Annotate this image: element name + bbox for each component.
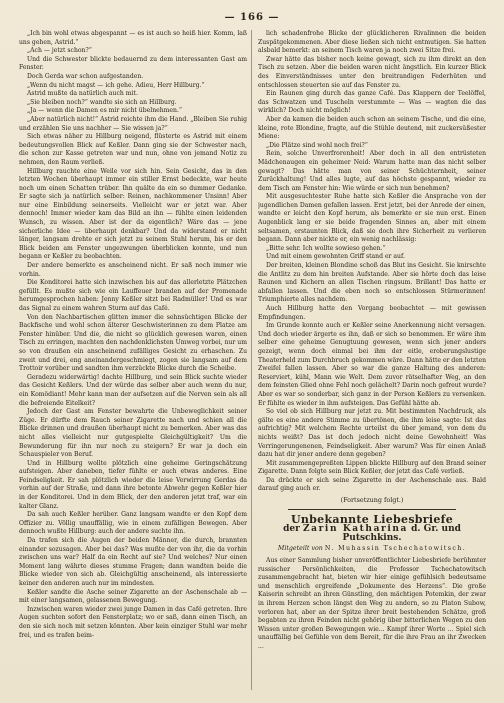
- article-headline: Unbekannte Liebesbriefe: [290, 512, 454, 526]
- paragraph: Und mit einem gewohnten Griff stand er auf.: [266, 253, 405, 261]
- paragraph: „Aber natürlich nicht!“ Astrid reichte ihm die Hand. „Bleiben Sie ruhig und erzählen Sie uns nachher — Sie wissen ja?“: [19, 115, 247, 132]
- right-column: [258, 30, 486, 690]
- paragraph: Sich etwas näher zu Hillburg neigend, flüsterte es Astrid mit einem bedeutungsvollen Blick auf Keßler. Dann ging sie der Schwester nach, die schon zur Kasse getreten war und nun, ohne von jemand Notiz zu nehmen, den Raum verließ.: [19, 133, 247, 166]
- paragraph: „Ich bin wohl etwas abgespannt — es ist auch so heiß hier. Komm, laß uns gehen, Astrid.“: [19, 30, 247, 46]
- paragraph: Der breiten, kleinen Blondine schoß das Blut ins Gesicht. Sie knirschte die Antlitz zu dem hin breiten Aufstande. Aber sie hörte doch das leise Raunen und Kichern an allen Tischen ringsum. Brillant! Das hatte er abfallen lassen. Und die eben noch so entschlossen Stürmerinnen! Triumphierte alles nachdem.: [258, 262, 486, 304]
- subhead-name: Zarin Katharina: [302, 524, 408, 535]
- paragraph: Die Konditorei hatte sich inzwischen bis auf das allerletzte Plätzchen gefüllt. Es mußte sich wie ein Lauffeuer branden auf der Promenade herumgesprochen haben: Jenny Keßler sitzt bei Radmüller! Und es war das Signal zu einem wahren Sturm auf das Café.: [19, 279, 247, 312]
- paragraph: Von den Nachbartischen glitten immer die sehnsüchtigen Blicke der Backfische und wohl schon älterer Geschwisterinnen zu dem Platze am Fenster hinüber. Und die, die nicht so glücklich gewesen waren, einen Tisch zu erringen, machten den nachdenklichsten Umweg vorbei, nur um so von draußen ein anscheinend zufälliges Gesicht zu erhaschen. Zu zweit und drei, eng aneinandergeschmiegt, zogen sie langsam auf dem Trottoir vorüber und sandten ihm verzückte Blicke durch die Scheibe.: [19, 313, 247, 373]
- paragraph: Jedoch der Gast am Fenster bewahrte die Unbeweglichkeit seiner Züge. Er dürfte dem Rauch seiner Zigarette nach und schien all die Blicke drinnen und draußen überhaupt nicht zu bemerken. Aber was das nicht alles vielleicht nur gutgespielte Gleichgültigkeit? Um die Bewunderung für ihn nur noch zu steigern? Er war ja doch ein Schauspieler von Beruf.: [19, 408, 247, 459]
- paragraph: lich schadenfrohe Blicke der glücklicheren Rivalinnen die beiden Zuspätgekommenen. Aber diese ließen sich nicht entmutigen. Sie hatten alsbald bemerkt: an seinem Tisch waren ja noch zwei Sitze frei.: [258, 30, 486, 55]
- paragraph: Mit ausgesuchtester Ruhe hatte sich Keßler die Ansprache von der jugendlichen Damen gefallen lassen. Erst jetzt, bei der Anrede der einen, wandte er leicht den Kopf herum, als bemerkte er sie nun erst. Einen Augenblick lang er sie beide fragenden Sinnes an, aber mit einem seltsamen, erstaunten Blick, daß sie doch ihre Sicherheit zu verlieren begann. Dann aber nickte er, ein wenig nachlässig:: [258, 193, 486, 244]
- article-byline: [258, 545, 486, 554]
- paragraph: „Wenn du nicht magst — ich gehe. Adieu, Herr Hillburg.“: [27, 81, 205, 89]
- paragraph: Auch Hillburg hatte den Vorgang beobachtet — mit gewissen Empfindungen.: [258, 305, 486, 321]
- paragraph: Keßler sandte die Asche seiner Zigarette an der Aschenschale ab — mit einer langsamen, gelassenen Bewegung.: [19, 588, 247, 605]
- column-divider: [251, 30, 252, 690]
- subhead-suffix: d. Gr. und Putschkins.: [342, 524, 461, 543]
- byline-prefix: Mitgeteilt von: [277, 545, 323, 553]
- subhead-prefix: der: [283, 524, 300, 535]
- paragraph: „Ach — jetzt schon?“: [27, 47, 92, 55]
- paragraph: Ein Raunen ging durch das ganze Café. Das Klappern der Teelöffel, das Schwatzen und Tuscheln verstummte — Was — wagten die das wirklich? Doch nicht möglich!: [258, 90, 486, 115]
- paragraph: Geradezu widerwärtig! dachte Hillburg, und sein Blick suchte wieder das Gesicht Keßlers. Und der würde das selber aber auch wenn du nur, ein Komödiant! Mehr kann man der aufsetzen auf die Nerven sein als all die befreiende Eitelkeit?: [19, 373, 247, 407]
- section-divider: [288, 509, 456, 510]
- paragraph: „Sie bleiben noch?“ wandte sie sich an Hillburg.: [27, 98, 177, 106]
- paragraph: So viel ob sich Hillburg nur jetzt zu. Mit bestimmten Nachdruck, als gälte es eine andere Stimme zu übertönen, die ihm leise sagte: Ist das aufrichtig? Mit welchem Rechte urteilst du über jemand, von dem du nichts weißt? Das ist doch jedoch nicht deine Gewohnheit! Was Verringerungenenen, Feindseligkeit. Aber warum? Was für einen Anlaß dazu hat dir jener andere denn gegeben?: [258, 408, 486, 459]
- paragraph: Da trafen sich die Augen der beiden Männer, die durch, brannten einander sozusagen. Aber bei das? Was mußte der von ihr, die da vorhin zwischen uns war? Half da ein Recht auf sie? Und welches? Nur einen Moment lang währte dieses stumme Fragen; dann wandten beide die Blicke wieder von sich ab. Gleichgültig anscheinend, als interessierte keiner den anderen auch nur im mindesten.: [19, 537, 247, 587]
- paragraph: Mit zusammengepreßten Lippen blickte Hillburg auf den Brand seiner Zigarette. Dann folgte sein Blick Keßler, der jetzt das Café verließ.: [258, 459, 486, 476]
- paragraph: Und in Hillburg wollte plötzlich eine geheime Geringschätzung aufsteigen. Aber daneben, tiefer fühlte er auch etwas anderes. Eine Feindseligkeit. Er sah plötzlich wieder die leise Verwirrung Gerdas da vorhin auf der Straße, und dann ihre betonte Abwehr gegen Keßler hier in der Konditorei. Und in dem Blick, der den anderen jetzt traf, war ein kalter Glanz.: [19, 459, 247, 510]
- paragraph: Der andere bemerkte es anscheinend nicht. Er saß noch immer wie vorhin.: [19, 262, 247, 278]
- paragraph: Da sah auch Keßler herüber. Ganz langsam wandte er den Kopf dem Offizier zu. Völlig unauffällig, wie in einem zufälligen Bewegen. Aber dennoch wußte Hillburg: auch der andere suchte ihn.: [19, 511, 247, 536]
- paragraph: „Bitte sehr. Ich wollte sowieso gehen.“: [266, 244, 386, 252]
- article-subhead: [258, 525, 486, 542]
- paragraph: Rein, solche Unverfrorenheit! Aber doch in all den entrüsteten Mädchenaugen ein geheimer Neid: Warum hatte man das nicht selber gewagt? Das hätte man von seiner Schüchternheit, seiner Zurückhaltung! Und alles lugte, auf das höchste gespannt, wieder zu dem Tisch am Fenster hin: Wie würde er sich nun benehmen?: [258, 150, 486, 192]
- paragraph: Aber da kamen die beiden auch schon an seinem Tische, und die eine, kleine, rote Blondine, fragte, auf die Stühle deutend, mit zuckersüßester Miene:: [258, 115, 486, 141]
- continuation-note: (Fortsetzung folgt.): [340, 496, 404, 505]
- paragraph: „Ja — wenn die Damen es mir nicht übelnehmen.“: [27, 107, 183, 115]
- byline-name: N. Muhassin Tschechatowitsch.: [324, 545, 467, 553]
- paragraph: Astrid mußte da natürlich auch mit.: [27, 90, 138, 98]
- article-body: Aus einer Sammlung bisher unveröffentlichter Liebesbriefe berühmter russischer Persönlichkeiten, die Professor Tschechatowitsch zusammengebracht hat, bieten wir hier einige gefühlsich bedeutsame und menschlich ergreifende „Dokumente des Herzens“. Die große Kaiserin schreibt an ihren Günstling, den mächtigen Potemkin, der zwar in ihrem Herzen schon längst den Weg zu andern, so zu Platon Subow, verloren hat, aber an der Spitze ihrer breit bestehenden Schätze, groß begabten zu ihren Feinden nicht gehörig über bitterlichen Wegen zu den Wissen unter großen Bewegungen wie... Kampf ihrer Worte ... Spiel sich unauffällig bei Gefühle von dem Bereit, für die ihre Frau an ihr Zwecken ...: [258, 557, 486, 650]
- paragraph: Da drückte er sich seine Zigarette in der Aschenschale aus. Bald darauf ging auch er.: [258, 476, 486, 493]
- paragraph: Und die Schwester blickte bedauernd zu dem interessanten Gast am Fenster.: [19, 55, 247, 72]
- paragraph: Inzwischen waren wieder zwei junge Damen in das Café getreten. Ihre Augen suchten sofort den Fensterplatz; wo er saß, dann einen Tisch, an den sie sich noch mit setzen könnten. Aber kein einziger Stuhl war mehr frei, und es trafen beim-: [19, 605, 247, 639]
- paragraph: Doch Gerda war schon aufgestanden.: [27, 72, 144, 80]
- left-column: [19, 30, 247, 690]
- paragraph: Hillburg rauchte eine Weile vor sich hin. Sein Gesicht, das in den letzten Wochen überhaupt immer ein stiller Ernst bedeckte, war heute noch um einen Schatten trüber. Ihn quälte da ein so dummer Gedanke. Er sagte sich ja natürlich selber: Reinen, nachkommener Unsinn! Aber nur eine Einbildung seinerseits. Vielleicht war er jetzt war. Aber dennoch! Immer wieder kam das Bild an ihn — fühlte einen leidenden Wunsch, zu wissen. Aber ist der da eigentlich? Wäre das — jene sicherliche Idee — überhaupt denkbar? Und da widerstand er nicht länger, langsam drehte er sich jetzt zu seinem Stuhl herum, bis er den Blick beiden am Fenster ungezwungen überblicken konnte, und nun begann er Keßler zu beobachten.: [19, 167, 247, 261]
- paragraph: „Die Plätze sind wohl noch frei?“: [266, 141, 368, 149]
- paragraph: Im Grunde konnte auch er Keßler seine Anerkennung nicht versagen. Und doch wieder ärgerte es ihn, daß er sich so benommen. Er wäre ihm selber eine geheime Genugtuung gewesen, wenn sich jener anders gezeigt, wenn doch einmal bei ihm der eitle, eroberungslustige Theaterheld zum Durchbruch gekommen wäre. Dann hätte er den letzten Zweifel fallen lassen. Aber so war die ganze Haltung des anderen: Reserviert, kühl, Mann wie Welt. Dem zuvor rätselhafter Weg, an den dem feinsten Glied ohne Fehl noch gelächelt? Darin noch gefreut wurde? Aber es war so sonderbar, sich ganz in der Person Keßlers zu versenken. Er fühlte es wieder in ihm aufsteigen. Das Gefühl hätte ab.: [258, 322, 486, 407]
- paragraph: Zwar hätte das bisher noch keine gewagt, sich zu ihm direkt an den Tisch zu setzen. Aber die beiden waren nicht ängstlich. Ein kurzer Blick des Einverständnisses unter den breitrandigen Federhüten und entschlossen steuerten sie auf das Fenster zu.: [258, 55, 486, 89]
- page-number: — 166 —: [224, 12, 280, 23]
